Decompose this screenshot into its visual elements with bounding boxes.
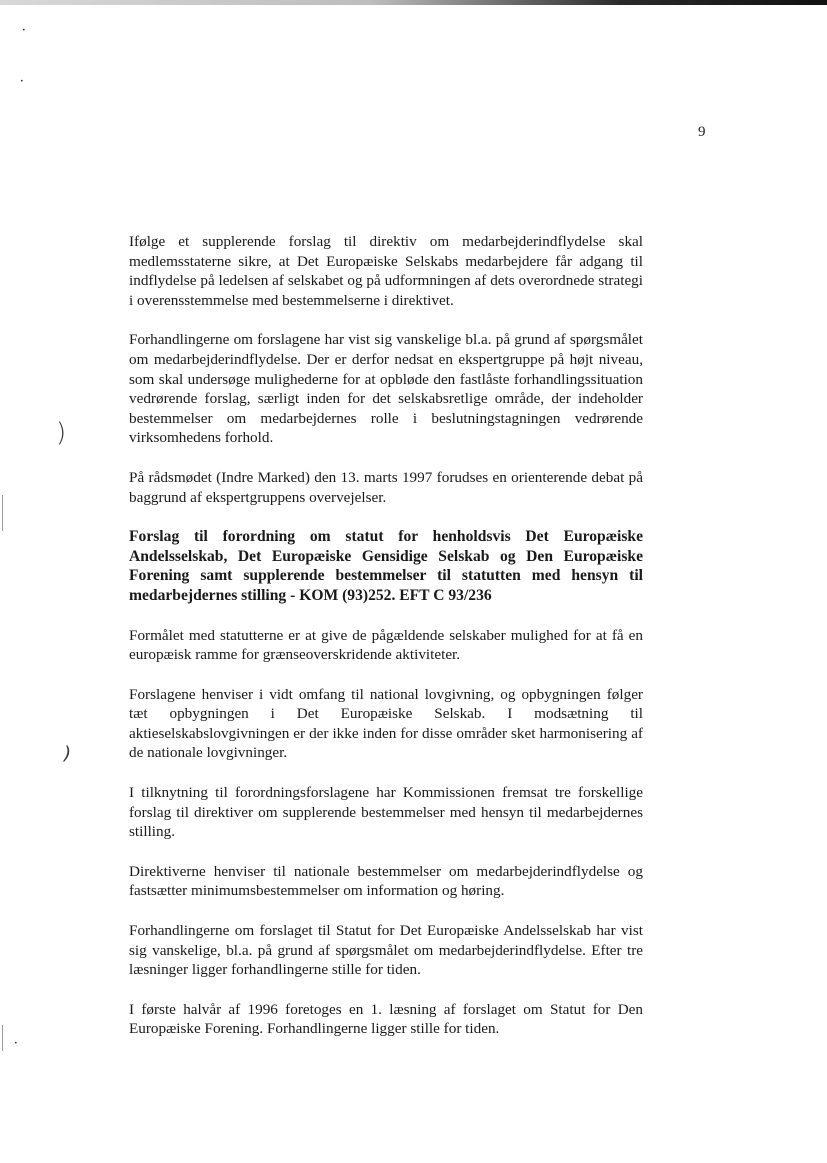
paragraph: I første halvår af 1996 foretoges en 1. læsning af forslaget om Statut for Den Europæiske Forening. Forhandlingerne ligger stille for tiden.: [129, 1000, 643, 1038]
scan-speck: •: [20, 78, 24, 85]
paragraph: På rådsmødet (Indre Marked) den 13. marts 1997 forudses en orienterende debat på baggrund af ekspertgruppens overvejelser.: [129, 468, 643, 506]
paragraph: Forhandlingerne om forslagene har vist sig vanskelige bl.a. på grund af spørgsmålet om medarbejderindflydelse. Der er derfor nedsat en ekspertgruppe på højt niveau, som skal undersøge mulighederne for at opbløde den fastlåste forhandlingssituation vedrørende forslag, særligt inden for det selskabsretlige område, der indeholder bestemmelser om medarbejdernes rolle i beslutningstagningen vedrørende virksomhedens forhold.: [129, 331, 643, 447]
document-body: [129, 232, 643, 1059]
page-number: 9: [698, 124, 706, 140]
paragraph: I tilknytning til forordningsforslagene har Kommissionen fremsat tre forskellige forslag til direktiver om supplerende bestemmelser med hensyn til medarbejdernes stilling.: [129, 784, 643, 841]
paragraph: Forhandlingerne om forslaget til Statut for Det Europæiske Andelsselskab har vist sig vanskelige, bl.a. på grund af spørgsmålet om medarbejderindflydelse. Efter tre læsninger ligger forhandlingerne stille for tiden.: [129, 922, 643, 979]
paragraph: Direktiverne henviser til nationale bestemmelser om medarbejderindflydelse og fastsætter minimumsbestemmelser om information og høring.: [129, 862, 643, 900]
scan-speck: •: [14, 1040, 18, 1047]
binder-hole-mark: ): [56, 418, 67, 448]
paragraph: Ifølge et supplerende forslag til direktiv om medarbejderindflydelse skal medlemsstaterne sikre, at Det Europæiske Selskabs medarbejdere får adgang til indflydelse på ledelsen af selskabet og på udformningen af dets overordnede strategi i overensstemmelse med bestemmelserne i direktivet.: [129, 233, 643, 309]
scan-edge-line: [2, 1025, 3, 1051]
scan-speck: •: [22, 27, 26, 34]
scan-top-edge: [0, 0, 827, 5]
binder-hole-mark: ): [64, 743, 72, 764]
paragraph: Forslagene henviser i vidt omfang til national lovgivning, og opbygningen følger tæt opbygningen i Det Europæiske Selskab. I modsætning til aktieselskabslovgivningen er der ikke inden for disse områder sket harmonisering af de nationale lovgivninger.: [129, 685, 643, 762]
section-heading: Forslag til forordning om statut for henholdsvis Det Europæiske Andelsselskab, Det Europæiske Gensidige Selskab og Den Europæiske Forening samt supplerende bestemmelser til statutten med hensyn til medarbejdernes stilling - KOM (93)252. EFT C 93/236: [129, 528, 643, 604]
paragraph: Formålet med statutterne er at give de pågældende selskaber mulighed for at få en europæisk ramme for grænseoverskridende aktiviteter.: [129, 626, 643, 664]
scan-edge-line: [2, 495, 3, 531]
